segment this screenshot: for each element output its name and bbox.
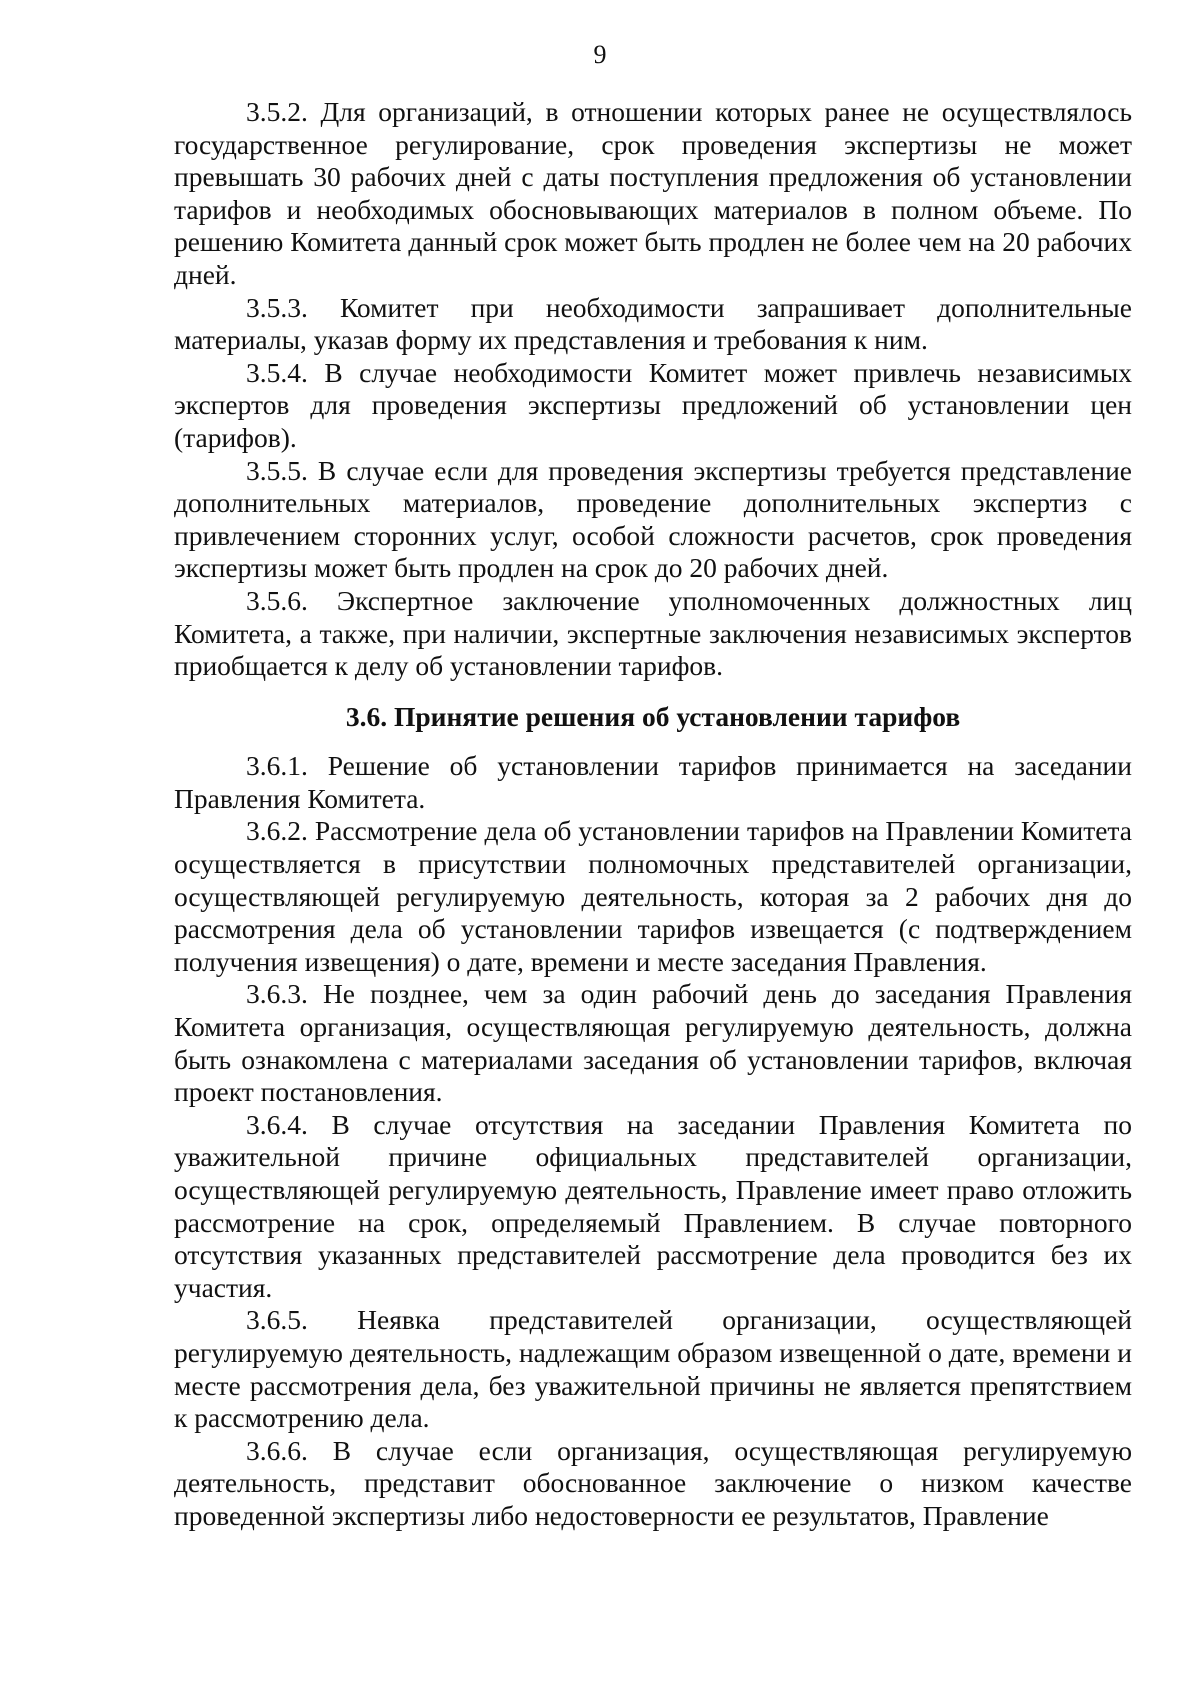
paragraph-3-5-2: 3.5.2. Для организаций, в отношении которых ранее не осуществлялось государственное регулирование, срок проведения экспертизы не может превышать 30 рабочих дней с даты поступления предложения об установлении тарифов и необходимых обосновывающих материалов в полном объеме. По решению Комитета данный срок может быть продлен не более чем на 20 рабочих дней. xyxy=(174,96,1132,290)
paragraph-3-5-3: 3.5.3. Комитет при необходимости запрашивает дополнительные материалы, указав форму их представления и требования к ним. xyxy=(174,291,1132,356)
paragraph-3-5-4: 3.5.4. В случае необходимости Комитет может привлечь независимых экспертов для проведения экспертизы предложений об установлении цен (тарифов). xyxy=(174,356,1132,453)
paragraph-3-6-3: 3.6.3. Не позднее, чем за один рабочий день до заседания Правления Комитета организация, осуществляющая регулируемую деятельность, должна быть ознакомлена с материалами заседания об установлении тарифов, включая проект постановления. xyxy=(174,978,1132,1108)
paragraph-3-6-2: 3.6.2. Рассмотрение дела об установлении тарифов на Правлении Комитета осуществляется в присутствии полномочных представителей организации, осуществляющей регулируемую деятельность, которая за 2 рабочих дня до рассмотрения дела об установлении тарифов извещается (с подтверждением получения извещения) о дате, времени и месте заседания Правления. xyxy=(174,815,1132,977)
paragraph-3-6-4: 3.6.4. В случае отсутствия на заседании Правления Комитета по уважительной причине официальных представителей организации, осуществляющей регулируемую деятельность, Правление имеет право отложить рассмотрение на срок, определяемый Правлением. В случае повторного отсутствия указанных представителей рассмотрение дела проводится без их участия. xyxy=(174,1108,1132,1303)
paragraph-3-6-5: 3.6.5. Неявка представителей организации, осуществляющей регулируемую деятельность, надлежащим образом извещенной о дате, времени и месте рассмотрения дела, без уважительной причины не является препятствием к рассмотрению дела. xyxy=(174,1304,1132,1434)
page-number: 9 xyxy=(593,40,607,69)
paragraph-3-5-5: 3.5.5. В случае если для проведения экспертизы требуется представление дополнительных материалов, проведение дополнительных экспертиз с привлечением сторонних услуг, особой сложности расчетов, срок проведения экспертизы может быть продлен на срок до 20 рабочих дней. xyxy=(174,454,1132,584)
paragraph-3-6-1: 3.6.1. Решение об установлении тарифов принимается на заседании Правления Комитета. xyxy=(174,750,1132,814)
paragraph-3-6-6: 3.6.6. В случае если организация, осуществляющая регулируемую деятельность, представит обоснованное заключение о низком качестве проведенной экспертизы либо недостоверности ее результатов, Правление xyxy=(174,1434,1132,1531)
paragraph-3-5-6: 3.5.6. Экспертное заключение уполномоченных должностных лиц Комитета, а также, при наличии, экспертные заключения независимых экспертов приобщается к делу об установлении тарифов. xyxy=(174,584,1132,682)
document-body xyxy=(174,96,1132,1533)
section-heading-3-6: 3.6. Принятие решения об установлении тарифов xyxy=(345,700,961,732)
